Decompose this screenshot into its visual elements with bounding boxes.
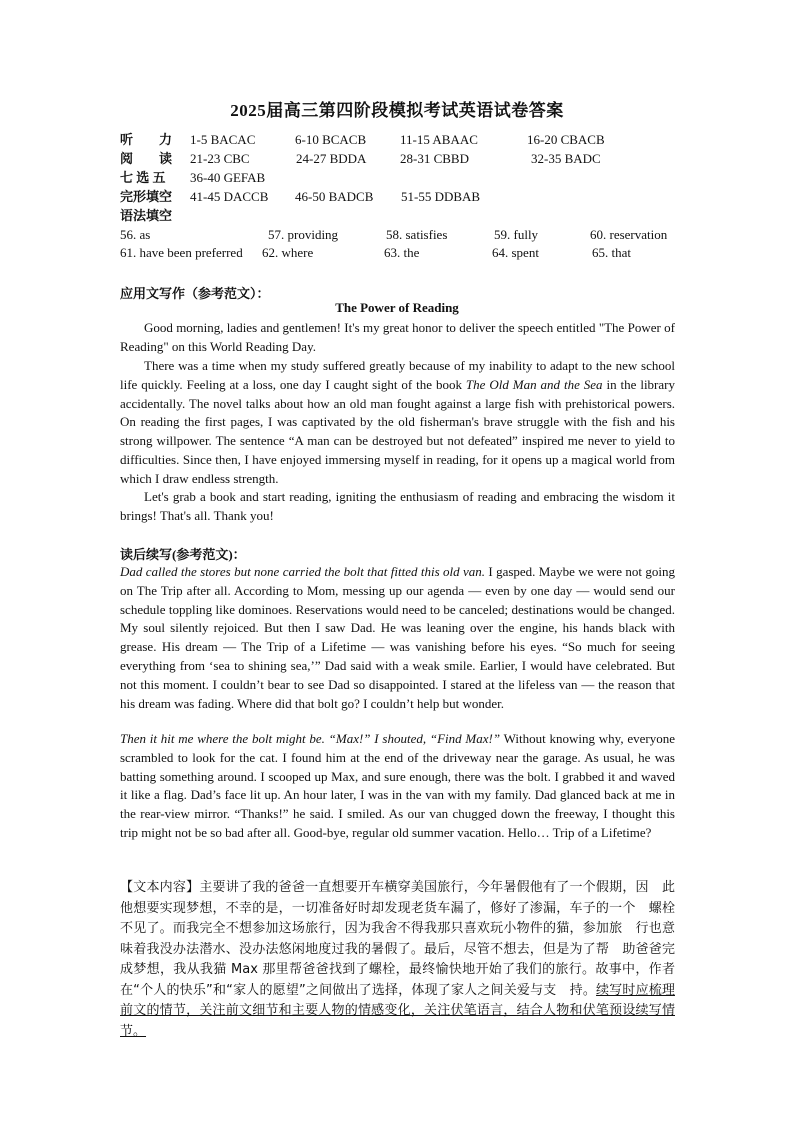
answer-item: 28-31 CBBD — [400, 151, 469, 166]
continuation-paragraph-2 — [120, 730, 675, 843]
answer-item: 51-55 DDBAB — [401, 189, 481, 204]
analysis-text: 【文本内容】主要讲了我的爸爸一直想要开车横穿美国旅行，今年暑假他有了一个假期，因 此他想要实现梦想，不幸的是，一切准备好时却发现老货车漏了，修好了渗漏，车子的一个 螺栓不见了。而我完全不想参加这场旅行，因为我舍不得我那只喜欢玩小物件的猫，参加旅 行也意味着我没办法潜水、没办法悠闲地度过我的暑假了。最后，尽管不想去，但是为了帮 助爸爸完成梦想，我从我猫 Max 那里帮爸爸找到了螺栓，最终愉快地开始了我们的旅行。故事中，作者在“个人的快乐”和“家人的愿望”之间做出了选择，体现了家人之间关爱与支 持。 — [120, 880, 675, 998]
section-heading-applied-writing: 应用文写作（参考范文）： — [120, 286, 270, 301]
section-heading-continuation-writing: 读后续写(参考范文)： — [120, 547, 246, 562]
row-label: 语法填空 — [120, 208, 173, 223]
answer-item: 61. have been preferred — [120, 245, 243, 260]
answer-item: 16-20 CBACB — [527, 132, 605, 147]
essay-title: The Power of Reading — [335, 300, 459, 315]
answer-item: 63. the — [384, 245, 420, 260]
row-label: 七 选 五 — [120, 170, 166, 185]
paragraph-text: in the library accidentally. The novel talks about how an old man fought against a large fish with prehistorical powers. On reading the first pages, I was captivated by the old fisherman's brave struggle with the fish and his strong willpower. The sentence “A man can be destroyed but not defeated” inspired me never to yield to difficulties. Since then, I have enjoyed immersing myself in reading, for it opens up a magical world from which I draw endless strength. — [120, 376, 675, 486]
continuation-paragraph-1 — [120, 563, 675, 713]
answer-item: 46-50 BADCB — [295, 189, 374, 204]
row-label: 完形填空 — [120, 189, 173, 204]
text-content-analysis — [120, 878, 675, 1042]
book-title: The Old Man and the Sea — [465, 376, 603, 392]
answer-item: 60. reservation — [590, 227, 668, 242]
answer-item: 65. that — [592, 245, 631, 260]
applied-paragraph-2 — [120, 357, 675, 489]
answer-item: 57. providing — [268, 227, 339, 242]
answer-item: 41-45 DACCB — [190, 189, 269, 204]
analysis-underlined-text: 续写时应梳理前文的情节，关注前文细节和主要人物的情感变化，关注伏笔语言，结合人物和伏笔预设续写情节。 — [120, 982, 675, 1039]
row-label: 阅 读 — [120, 151, 173, 166]
answer-item: 36-40 GEFAB — [190, 170, 266, 185]
answer-item: 11-15 ABAAC — [400, 132, 478, 147]
answer-item: 1-5 BACAC — [190, 132, 256, 147]
answer-item: 58. satisfies — [386, 227, 448, 242]
answer-item: 64. spent — [492, 245, 539, 260]
answer-item: 6-10 BCACB — [295, 132, 367, 147]
applied-paragraph-1: Good morning, ladies and gentlemen! It's my great honor to deliver the speech entitled "The Power of Reading" on this World Reading Day. — [120, 320, 675, 354]
row-label: 听 力 — [120, 132, 173, 147]
answer-item: 24-27 BDDA — [296, 151, 367, 166]
answer-item: 62. where — [262, 245, 314, 260]
paragraph-text: There was a time when my study suffered greatly because of my inability to adapt to the new school life quickly. Feeling at a loss, one day I caught sight of the book — [120, 358, 675, 392]
given-opening-sentence: Dad called the stores but none carried the bolt that fitted this old van. — [120, 564, 485, 579]
page-title: 2025届高三第四阶段模拟考试英语试卷答案 — [230, 101, 564, 120]
applied-paragraph-3: Let's grab a book and start reading, igniting the enthusiasm of reading and embracing the wisdom it brings! That's all. Thank you! — [120, 489, 675, 523]
answer-item: 32-35 BADC — [531, 151, 601, 166]
paragraph-text: Without knowing why, everyone scrambled to look for the cat. I found him at the end of the driveway near the garage. As usual, he was batting something around. I scooped up Max, and sure enough, there was the bolt. I grabbed it and waved it like a flag. Dad’s face lit up. An hour later, I was in the van with my family. Dad glanced back at me in the rear-view mirror. “Thanks!” he said. I smiled. As our van chugged down the freeway, I thought this trip might not be so bad after all. Good-bye, regular old summer vacation. Hello… Trip of a Lifetime? — [120, 731, 675, 840]
answer-item: 59. fully — [494, 227, 539, 242]
answer-item: 21-23 CBC — [190, 151, 250, 166]
given-opening-sentence: Then it hit me where the bolt might be. “Max!” I shouted, “Find Max!” — [120, 731, 501, 746]
paragraph-text: I gasped. Maybe we were not going on The Trip after all. According to Mom, messing up our agenda — even by one day — would send our schedule toppling like dominoes. Reservations would need to be canceled; destinations would be changed. My soul silently rejoiced. But then I saw Dad. He was leaning over the engine, his hands black with grease. His dream — The Trip of a Lifetime — was vanishing before his eyes. “So much for seeing everything from ‘sea to shining sea,’” Dad said with a weak smile. Earlier, I would have celebrated. But not this moment. I couldn’t bear to see Dad so disappointed. I stared at the lifeless van — the reason that his dream was fading. Where did that bolt go? I couldn’t help but wonder. — [120, 564, 675, 711]
answer-item: 56. as — [120, 227, 151, 242]
